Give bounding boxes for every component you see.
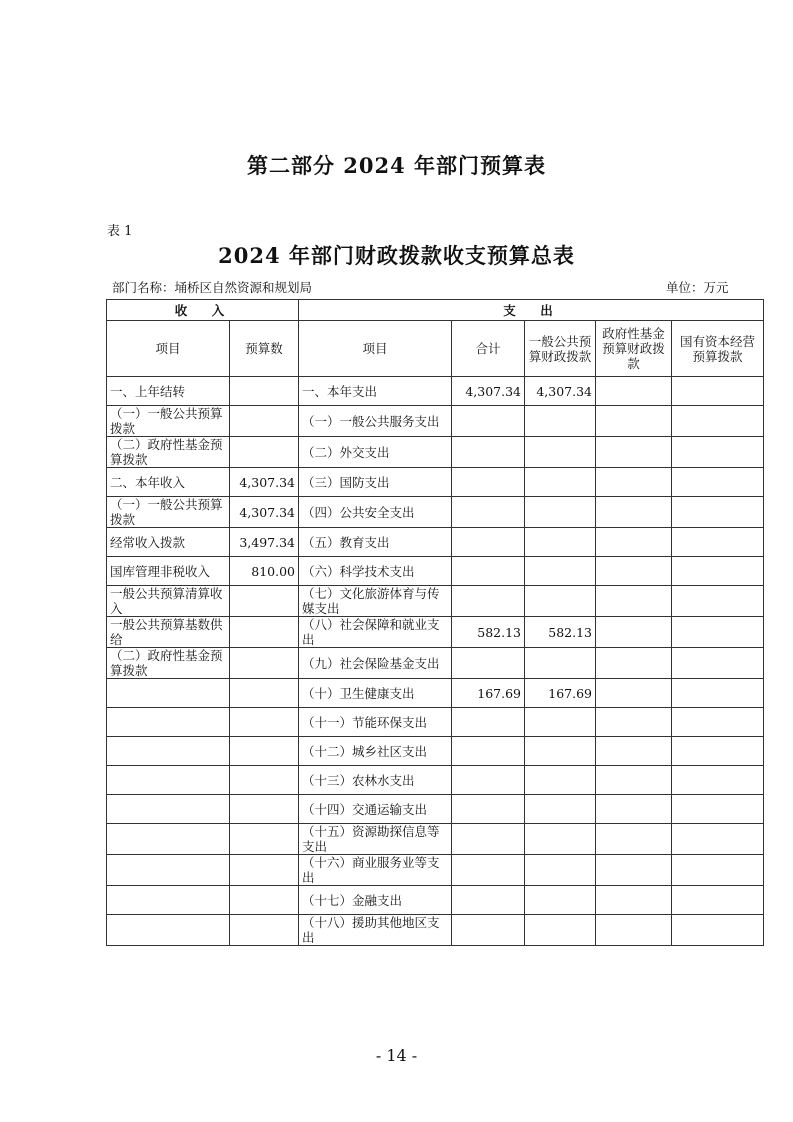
income-item-cell: 二、本年收入 [107,468,230,497]
general-budget-cell [525,915,596,946]
expense-item-cell: （五）教育支出 [299,528,452,557]
state-capital-cell [672,586,764,617]
income-budget-cell [230,377,299,406]
table-row [107,679,764,708]
col-income-budget: 预算数 [230,321,299,377]
table-row [107,648,764,679]
income-item-cell: （二）政府性基金预算拨款 [107,648,230,679]
table-row [107,795,764,824]
state-capital-cell [672,766,764,795]
income-item-cell: （一）一般公共预算拨款 [107,406,230,437]
expense-item-cell: （七）文化旅游体育与传媒支出 [299,586,452,617]
expense-item-cell: （十六）商业服务业等支出 [299,855,452,886]
income-item-cell: 一、上年结转 [107,377,230,406]
col-general-budget: 一般公共预算财政拨款 [525,321,596,377]
table-title: 2024 年部门财政拨款收支预算总表 [218,243,575,268]
income-item-cell [107,915,230,946]
state-capital-cell [672,679,764,708]
income-item-cell [107,855,230,886]
income-budget-cell [230,886,299,915]
total-cell [452,528,525,557]
table-row [107,437,764,468]
general-budget-cell [525,528,596,557]
income-budget-cell [230,855,299,886]
income-item-cell [107,886,230,915]
total-cell [452,406,525,437]
total-cell [452,648,525,679]
income-budget-cell [230,617,299,648]
general-budget-cell [525,886,596,915]
general-budget-cell [525,648,596,679]
gov-fund-cell [596,886,672,915]
general-budget-cell [525,855,596,886]
table-row [107,617,764,648]
table-row [107,824,764,855]
col-gov-fund: 政府性基金预算财政拨款 [596,321,672,377]
income-item-cell [107,795,230,824]
header-row-group [107,300,764,321]
expense-item-cell: （十）卫生健康支出 [299,679,452,708]
expense-item-cell: （一）一般公共服务支出 [299,406,452,437]
state-capital-cell [672,708,764,737]
gov-fund-cell [596,766,672,795]
expense-item-cell: （十四）交通运输支出 [299,795,452,824]
expense-item-cell: （九）社会保险基金支出 [299,648,452,679]
page-number: - 14 - [375,1046,418,1065]
gov-fund-cell [596,915,672,946]
table-row [107,855,764,886]
expense-item-cell: （十五）资源勘探信息等支出 [299,824,452,855]
total-cell [452,437,525,468]
general-budget-cell [525,766,596,795]
table-row [107,497,764,528]
gov-fund-cell [596,617,672,648]
table-row [107,377,764,406]
table-row [107,406,764,437]
expense-item-cell: （三）国防支出 [299,468,452,497]
income-budget-cell [230,437,299,468]
table-row [107,766,764,795]
total-cell: 4,307.34 [452,377,525,406]
general-budget-cell: 4,307.34 [525,377,596,406]
total-cell [452,586,525,617]
income-budget-cell: 810.00 [230,557,299,586]
income-item-cell [107,824,230,855]
expense-item-cell: （四）公共安全支出 [299,497,452,528]
income-budget-cell [230,915,299,946]
table-row [107,528,764,557]
income-item-cell [107,708,230,737]
gov-fund-cell [596,795,672,824]
expense-item-cell: （十一）节能环保支出 [299,708,452,737]
state-capital-cell [672,915,764,946]
unit-label: 单位：万元 [666,280,729,295]
expense-item-cell: （十八）援助其他地区支出 [299,915,452,946]
state-capital-cell [672,795,764,824]
state-capital-cell [672,737,764,766]
general-budget-cell: 167.69 [525,679,596,708]
table-row [107,468,764,497]
table-row [107,915,764,946]
income-item-cell [107,766,230,795]
gov-fund-cell [596,528,672,557]
table-row [107,708,764,737]
gov-fund-cell [596,497,672,528]
total-cell [452,468,525,497]
general-budget-cell [525,468,596,497]
total-cell [452,708,525,737]
gov-fund-cell [596,824,672,855]
total-cell [452,737,525,766]
gov-fund-cell [596,855,672,886]
general-budget-cell [525,824,596,855]
general-budget-cell [525,406,596,437]
col-income-item: 项目 [107,321,230,377]
col-state-capital: 国有资本经营预算拨款 [672,321,764,377]
general-budget-cell: 582.13 [525,617,596,648]
total-cell: 582.13 [452,617,525,648]
income-item-cell: （二）政府性基金预算拨款 [107,437,230,468]
expense-item-cell: （八）社会保障和就业支出 [299,617,452,648]
income-item-cell: 经常收入拨款 [107,528,230,557]
general-budget-cell [525,708,596,737]
income-item-cell: 一般公共预算基数供给 [107,617,230,648]
state-capital-cell [672,468,764,497]
gov-fund-cell [596,468,672,497]
gov-fund-cell [596,737,672,766]
gov-fund-cell [596,648,672,679]
col-total: 合计 [452,321,525,377]
income-budget-cell [230,708,299,737]
general-budget-cell [525,557,596,586]
state-capital-cell [672,855,764,886]
part-title: 第二部分 2024 年部门预算表 [246,153,547,178]
state-capital-cell [672,497,764,528]
income-budget-cell [230,406,299,437]
income-budget-cell [230,795,299,824]
income-budget-cell [230,766,299,795]
general-budget-cell [525,737,596,766]
income-budget-cell [230,679,299,708]
budget-table [106,299,764,946]
table-number: 表 1 [107,224,133,239]
income-budget-cell [230,737,299,766]
total-cell [452,795,525,824]
expense-item-cell: （二）外交支出 [299,437,452,468]
table-row [107,557,764,586]
header-row-columns [107,321,764,377]
total-cell [452,824,525,855]
state-capital-cell [672,377,764,406]
expense-item-cell: （十三）农林水支出 [299,766,452,795]
expense-item-cell: （十七）金融支出 [299,886,452,915]
income-item-cell [107,679,230,708]
budget-body [107,377,764,946]
total-cell [452,855,525,886]
total-cell [452,766,525,795]
general-budget-cell [525,497,596,528]
general-budget-cell [525,795,596,824]
income-budget-cell: 4,307.34 [230,468,299,497]
general-budget-cell [525,437,596,468]
total-cell [452,915,525,946]
table-row [107,586,764,617]
total-cell [452,497,525,528]
gov-fund-cell [596,437,672,468]
gov-fund-cell [596,708,672,737]
state-capital-cell [672,824,764,855]
gov-fund-cell [596,406,672,437]
state-capital-cell [672,557,764,586]
expense-item-cell: （六）科学技术支出 [299,557,452,586]
gov-fund-cell [596,377,672,406]
table-row [107,737,764,766]
income-item-cell: 一般公共预算清算收入 [107,586,230,617]
gov-fund-cell [596,586,672,617]
income-item-cell [107,737,230,766]
total-cell [452,557,525,586]
income-header: 收 入 [107,300,299,321]
income-budget-cell [230,824,299,855]
income-item-cell: （一）一般公共预算拨款 [107,497,230,528]
gov-fund-cell [596,679,672,708]
expense-item-cell: 一、本年支出 [299,377,452,406]
income-budget-cell: 3,497.34 [230,528,299,557]
income-budget-cell [230,648,299,679]
col-expense-item: 项目 [299,321,452,377]
general-budget-cell [525,586,596,617]
state-capital-cell [672,617,764,648]
state-capital-cell [672,648,764,679]
table-row [107,886,764,915]
total-cell [452,886,525,915]
income-item-cell: 国库管理非税收入 [107,557,230,586]
expense-header: 支 出 [299,300,764,321]
total-cell: 167.69 [452,679,525,708]
department-name: 部门名称：埇桥区自然资源和规划局 [112,280,313,295]
income-budget-cell: 4,307.34 [230,497,299,528]
state-capital-cell [672,406,764,437]
gov-fund-cell [596,557,672,586]
state-capital-cell [672,528,764,557]
state-capital-cell [672,886,764,915]
state-capital-cell [672,437,764,468]
income-budget-cell [230,586,299,617]
expense-item-cell: （十二）城乡社区支出 [299,737,452,766]
